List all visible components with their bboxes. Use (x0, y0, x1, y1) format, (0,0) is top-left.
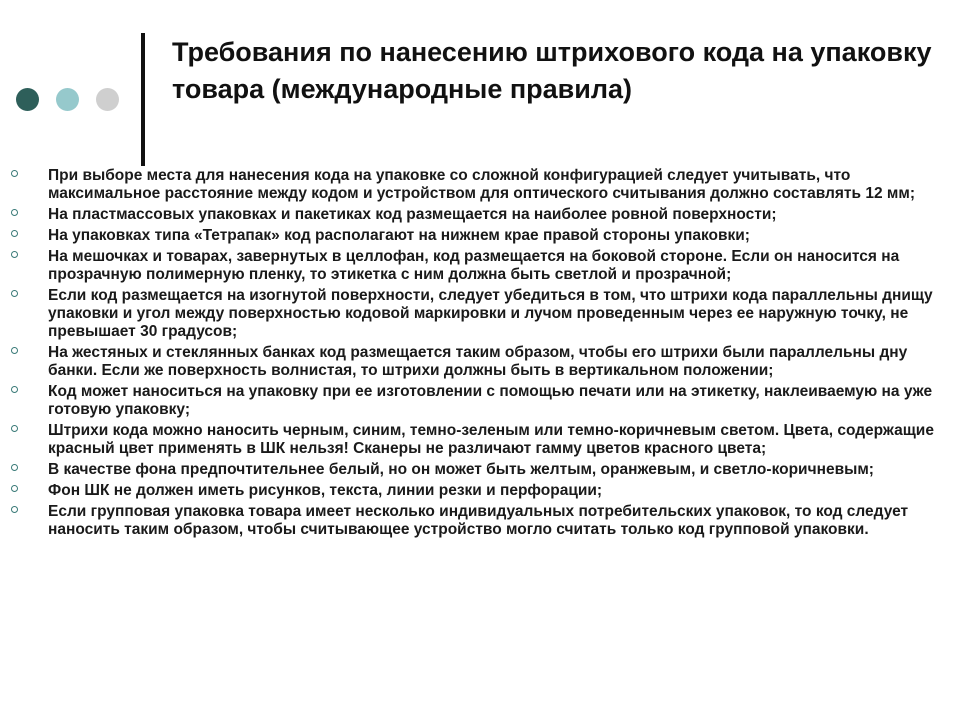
ring-bullet-icon (11, 347, 18, 354)
ring-bullet-icon (11, 251, 18, 258)
bullet-text: Фон ШК не должен иметь рисунков, текста, линии резки и перфорации; (48, 482, 603, 499)
bullet-item (0, 503, 960, 539)
ring-bullet-icon (11, 464, 18, 471)
bullet-text: На мешочках и товарах, завернутых в целлофан, код размещается на боковой стороне. Если он наносится на прозрачную полимерную пленку, то этикетка с ним должна быть светлой и прозрачной; (48, 248, 900, 283)
bullet-item (0, 206, 960, 224)
bullet-item (0, 422, 960, 458)
bullet-item (0, 227, 960, 245)
ring-bullet-icon (11, 170, 18, 177)
title-divider (141, 33, 145, 166)
bullet-text: На жестяных и стеклянных банках код размещается таким образом, чтобы его штрихи были параллельны дну банки. Если же поверхность волнистая, то штрихи должны быть в вертикальном положении; (48, 344, 908, 379)
bullet-item (0, 287, 960, 341)
bullet-text: На упаковках типа «Тетрапак» код располагают на нижнем крае правой стороны упаковки; (48, 227, 750, 244)
bullet-item (0, 248, 960, 284)
ring-bullet-icon (11, 425, 18, 432)
bullet-text: При выборе места для нанесения кода на упаковке со сложной конфигурацией следует учитывать, что максимальное расстояние между кодом и устройством для оптического считывания должно составлять 12 мм; (48, 167, 915, 202)
ring-bullet-icon (11, 290, 18, 297)
bullet-list (0, 167, 960, 542)
bullet-text: На пластмассовых упаковках и пакетиках код размещается на наиболее ровной поверхности; (48, 206, 777, 223)
slide-title: Требования по нанесению штрихового кода на упаковку товара (международные правила) (172, 37, 932, 104)
bullet-text: Если код размещается на изогнутой поверхности, следует убедиться в том, что штрихи кода параллельны днищу упаковки и угол между поверхностью кодовой маркировки и лучом проведенным через ее наружную точку, не превышает 30 градусов; (48, 287, 933, 340)
bullet-text: Если групповая упаковка товара имеет несколько индивидуальных потребительских упаковок, то код следует наносить таким образом, чтобы считывающее устройство могло считать только код групповой упаковки. (48, 503, 909, 538)
bullet-item (0, 383, 960, 419)
light-teal-dot (56, 88, 79, 111)
gray-dot (96, 88, 119, 111)
bullet-text: Код может наноситься на упаковку при ее изготовлении с помощью печати или на этикетку, наклеиваемую на уже готовую упаковку; (48, 383, 933, 418)
bullet-text: В качестве фона предпочтительнее белый, но он может быть желтым, оранжевым, и светло-коричневым; (48, 461, 874, 478)
dark-teal-dot (16, 88, 39, 111)
ring-bullet-icon (11, 230, 18, 237)
bullet-item (0, 344, 960, 380)
bullet-text: Штрихи кода можно наносить черным, синим, темно-зеленым или темно-коричневым светом. Цвета, содержащие красный цвет применять в ШК нельзя! Сканеры не различают гамму цветов красного цвета; (48, 422, 934, 457)
ring-bullet-icon (11, 209, 18, 216)
ring-bullet-icon (11, 485, 18, 492)
bullet-item (0, 167, 960, 203)
bullet-item (0, 482, 960, 500)
ring-bullet-icon (11, 506, 18, 513)
bullet-item (0, 461, 960, 479)
ring-bullet-icon (11, 386, 18, 393)
